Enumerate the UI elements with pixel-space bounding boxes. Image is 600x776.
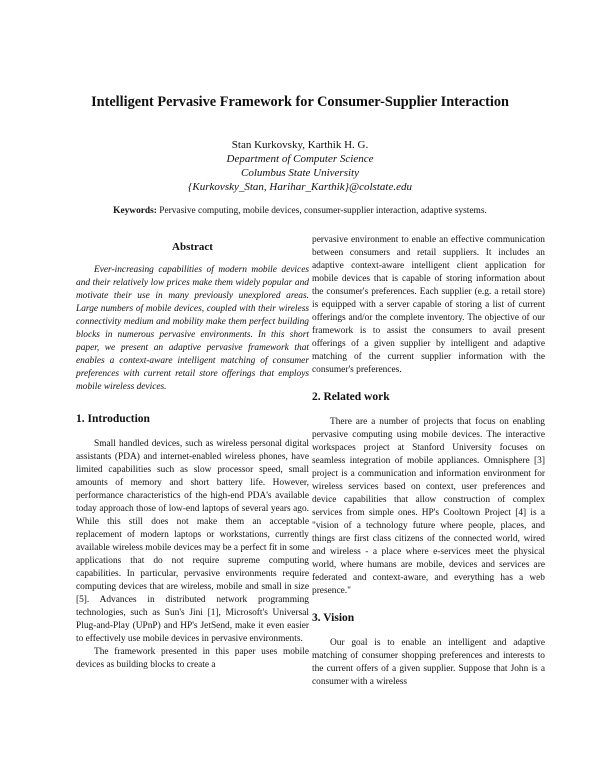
keywords-label: Keywords: xyxy=(113,206,157,216)
author-block xyxy=(40,138,560,194)
abstract-text: Ever-increasing capabilities of modern mobile devices and their relatively low prices make them widely popular and motivate their use in many previously unexplored areas. Large numbers of mobile devices, coupled with their wireless connectivity medium and mobility make them perfect building blocks in numerous pervasive environments. In this short paper, we present an adaptive pervasive framework that enables a context-aware intelligent matching of consumer preferences with current retail store offerings that employs mobile wireless devices. xyxy=(76,265,309,392)
paper-title: Intelligent Pervasive Framework for Consumer-Supplier Interaction xyxy=(91,94,509,110)
introduction-heading: 1. Introduction xyxy=(76,413,150,425)
university: Columbus State University xyxy=(241,167,359,179)
keywords-text: Pervasive computing, mobile devices, consumer-supplier interaction, adaptive systems. xyxy=(159,206,487,216)
vision-paragraph: Our goal is to enable an intelligent and adaptive matching of consumer shopping preferences and interests to the current offers of a given supplier. Suppose that John is a consumer with a wireless xyxy=(312,638,545,687)
right-column xyxy=(312,234,545,689)
introduction-paragraph-1: Small handled devices, such as wireless personal digital assistants (PDA) and internet-enabled wireless phones, have limited capabilities such as slow processor speed, small amounts of memory and short battery life. However, performance characteristics of the high-end PDA's available today approach those of low-end laptops of several years ago. While this still does not make them an acceptable replacement of modern laptops or workstations, currently available wireless mobile devices may be a perfect fit in some applications that do not require supreme computing capabilities. In particular, pervasive environments require computing devices that are wireless, mobile and small in size [5]. Advances in distributed network programming technologies, such as Sun's Jini [1], Microsoft's Universal Plug-and-Play (UPnP) and HP's JetSend, make it even easier to effectively use mobile devices in pervasive environments. xyxy=(76,439,309,644)
author-emails: {Kurkovsky_Stan, Harihar_Karthik}@colstate.edu xyxy=(188,181,412,193)
vision-heading: 3. Vision xyxy=(312,612,355,624)
left-column xyxy=(76,232,309,672)
related-work-paragraph: There are a number of projects that focus on enabling pervasive computing using mobile devices. The interactive workspaces project at Stanford University focuses on seamless integration of mobile appliances. Omnisphere [3] project is a communication and information environment for wireless services based on context, user preferences and device capabilities that allow construction of complex services from simple ones. HP's Cooltown Project [4] is a "vision of a technology future where people, places, and things are first class citizens of the connected world, wired and wireless - a place where e-services meet the physical world, where humans are mobile, devices and services are federated and context-aware, and everything has a web presence." xyxy=(312,417,545,596)
keywords-line xyxy=(40,205,560,217)
abstract-heading: Abstract xyxy=(172,241,213,253)
introduction-paragraph-2-continued: pervasive environment to enable an effective communication between consumers and retail suppliers. It includes an adaptive context-aware intelligent client application for mobile devices that is capable of storing information about the consumer's preferences. Each supplier (e.g. a retail store) is equipped with a server capable of storing a list of current offerings and/or the complete inventory. The objective of our framework is to assist the consumers to avail present offerings of a given supplier by intelligent and adaptive matching of the current supplier information with the consumer's preferences. xyxy=(312,235,545,375)
related-work-heading: 2. Related work xyxy=(312,391,390,403)
department: Department of Computer Science xyxy=(226,153,374,165)
author-names: Stan Kurkovsky, Karthik H. G. xyxy=(231,139,369,151)
introduction-paragraph-2: The framework presented in this paper uses mobile devices as building blocks to create a xyxy=(76,647,309,670)
